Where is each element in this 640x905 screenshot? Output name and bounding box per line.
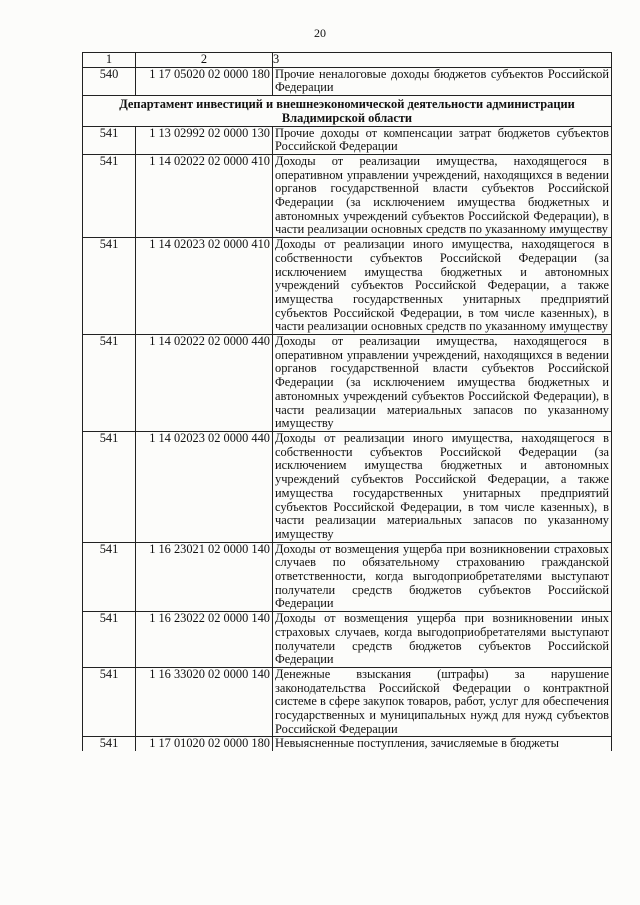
row-description: Доходы от реализации иного имущества, находящегося в собственности субъектов Российской Федерации (за исключением имущества бюджетных и автономных учреждений субъектов Российской Федерации, а также имущества государственных унитарных предприятий субъектов Российской Федерации, в том числе казенных), в части реализации основных средств по указанному имуществу — [273, 238, 612, 335]
row-admin-code: 541 — [83, 542, 136, 612]
row-description: Прочие неналоговые доходы бюджетов субъектов Российской Федерации — [273, 67, 612, 95]
row-kbk-code: 1 13 02992 02 0000 130 — [136, 126, 273, 154]
row-admin-code: 540 — [83, 67, 136, 95]
table-row — [83, 154, 612, 237]
row-admin-code: 541 — [83, 612, 136, 668]
table-row — [83, 737, 612, 752]
page-number: 20 — [314, 26, 326, 40]
row-kbk-code: 1 16 23021 02 0000 140 — [136, 542, 273, 612]
row-admin-code: 541 — [83, 431, 136, 542]
table-row — [83, 335, 612, 432]
row-description: Доходы от возмещения ущерба при возникновении страховых случаев по обязательному страхованию гражданской ответственности, когда выгодоприобретателями выступают получатели средств бюджетов субъектов Российской Федерации — [273, 542, 612, 612]
row-admin-code: 541 — [83, 238, 136, 335]
row-description: Доходы от реализации имущества, находящегося в оперативном управлении учреждений, находящихся в ведении органов государственной власти субъектов Российской Федерации (за исключением имущества бюджетных и автономных учреждений субъектов Российской Федерации), в части реализации основных средств по указанному имуществу — [273, 154, 612, 237]
row-kbk-code: 1 17 01020 02 0000 180 — [136, 737, 273, 752]
header-col-1: 1 — [83, 53, 136, 68]
row-kbk-code: 1 14 02022 02 0000 410 — [136, 154, 273, 237]
row-kbk-code: 1 14 02023 02 0000 410 — [136, 238, 273, 335]
row-description: Денежные взыскания (штрафы) за нарушение законодательства Российской Федерации о контрактной системе в сфере закупок товаров, работ, услуг для обеспечения государственных и муниципальных нужд для нужд субъектов Российской Федерации — [273, 667, 612, 737]
section-row — [83, 96, 612, 126]
revenue-codes-table — [82, 52, 612, 751]
row-kbk-code: 1 16 23022 02 0000 140 — [136, 612, 273, 668]
table-header-row — [83, 53, 612, 68]
table-row — [83, 67, 612, 95]
row-admin-code: 541 — [83, 667, 136, 737]
row-description: Доходы от возмещения ущерба при возникновении иных страховых случаев, когда выгодоприобретателями выступают получатели средств бюджетов субъектов Российской Федерации — [273, 612, 612, 668]
header-col-2: 2 — [136, 53, 273, 68]
row-description: Доходы от реализации иного имущества, находящегося в собственности субъектов Российской Федерации (за исключением имущества бюджетных и автономных учреждений субъектов Российской Федерации, а также имущества государственных унитарных предприятий субъектов Российской Федерации, в том числе казенных), в части реализации материальных запасов по указанному имуществу — [273, 431, 612, 542]
row-description: Невыясненные поступления, зачисляемые в бюджеты — [273, 737, 612, 752]
table-row — [83, 667, 612, 737]
row-admin-code: 541 — [83, 126, 136, 154]
table-row — [83, 612, 612, 668]
row-kbk-code: 1 16 33020 02 0000 140 — [136, 667, 273, 737]
table-row — [83, 238, 612, 335]
row-admin-code: 541 — [83, 737, 136, 752]
table-row — [83, 431, 612, 542]
row-admin-code: 541 — [83, 154, 136, 237]
row-admin-code: 541 — [83, 335, 136, 432]
row-kbk-code: 1 14 02022 02 0000 440 — [136, 335, 273, 432]
table-row — [83, 126, 612, 154]
row-description: Прочие доходы от компенсации затрат бюджетов субъектов Российской Федерации — [273, 126, 612, 154]
row-kbk-code: 1 14 02023 02 0000 440 — [136, 431, 273, 542]
table-row — [83, 542, 612, 612]
header-col-3: 3 — [273, 53, 612, 68]
row-kbk-code: 1 17 05020 02 0000 180 — [136, 67, 273, 95]
section-title: Департамент инвестиций и внешнеэкономической деятельности администрации Владимирской области — [83, 96, 612, 126]
row-description: Доходы от реализации имущества, находящегося в оперативном управлении учреждений, находящихся в ведении органов государственной власти субъектов Российской Федерации (за исключением имущества бюджетных и автономных учреждений субъектов Российской Федерации), в части реализации материальных запасов по указанному имуществу — [273, 335, 612, 432]
